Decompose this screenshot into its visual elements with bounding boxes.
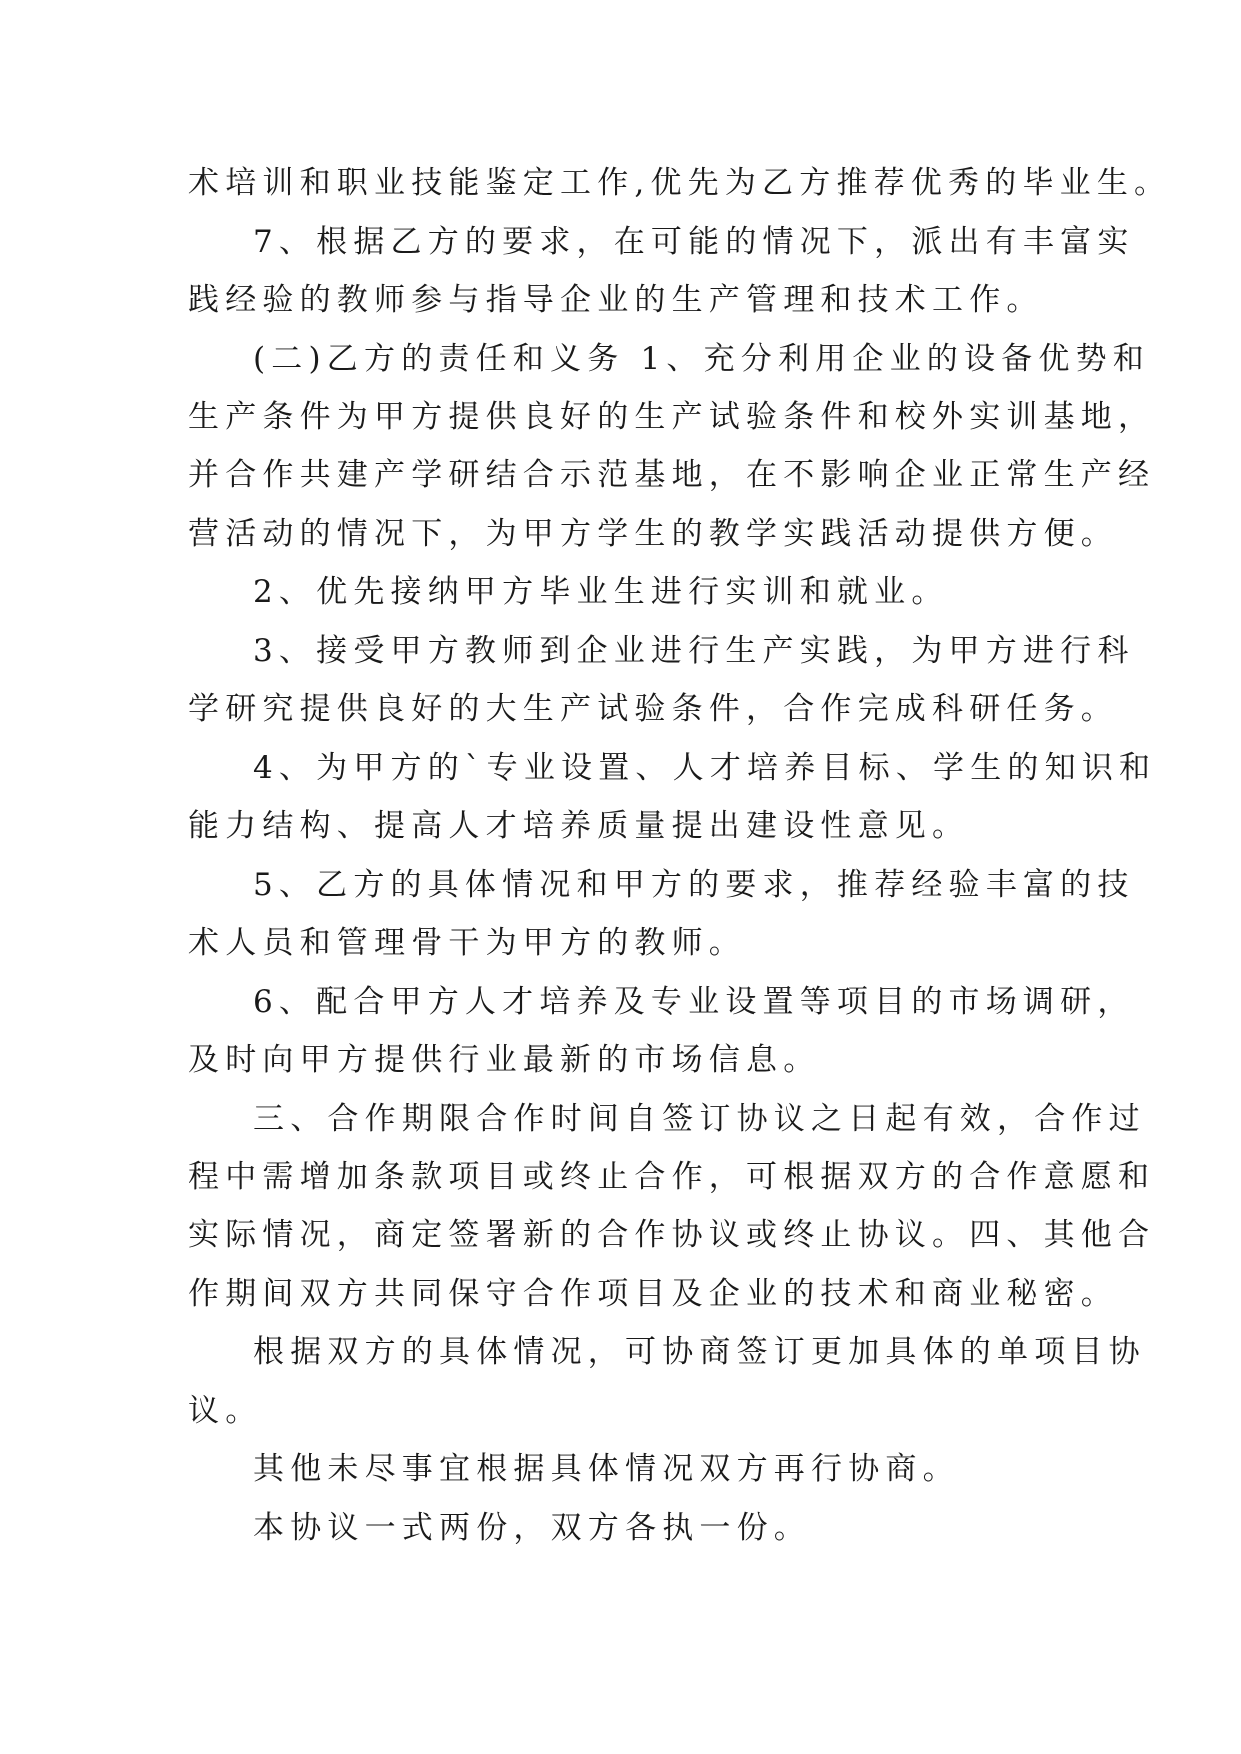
text-line: 6、配合甲方人才培养及专业设置等项目的市场调研，: [253, 984, 1135, 1020]
text-line: 2、优先接纳甲方毕业生进行实训和就业。: [253, 574, 949, 610]
text-line: 能力结构、提高人才培养质量提出建设性意见。: [188, 808, 970, 844]
text-line: 7、根据乙方的要求，在可能的情况下，派出有丰富实: [253, 224, 1135, 260]
text-line: (二)乙方的责任和义务 1、充分利用企业的设备优势和: [253, 341, 1150, 377]
text-line: 三、合作期限合作时间自签订协议之日起有效，合作过: [253, 1101, 1146, 1137]
text-line: 程中需增加条款项目或终止合作，可根据双方的合作意愿和: [188, 1159, 1156, 1195]
text-line: 议。: [188, 1393, 263, 1429]
text-line: 生产条件为甲方提供良好的生产试验条件和校外实训基地，: [188, 399, 1156, 435]
text-line: 及时向甲方提供行业最新的市场信息。: [188, 1042, 821, 1078]
text-line: 本协议一式两份，双方各执一份。: [253, 1510, 811, 1546]
text-line: 5、乙方的具体情况和甲方的要求，推荐经验丰富的技: [253, 867, 1135, 903]
text-line: 根据双方的具体情况，可协商签订更加具体的单项目协: [253, 1334, 1146, 1370]
text-line: 作期间双方共同保守合作项目及企业的技术和商业秘密。: [188, 1276, 1118, 1312]
text-line: 并合作共建产学研结合示范基地，在不影响企业正常生产经: [188, 457, 1156, 493]
text-line: 学研究提供良好的大生产试验条件，合作完成科研任务。: [188, 691, 1118, 727]
text-line: 践经验的教师参与指导企业的生产管理和技术工作。: [188, 282, 1044, 318]
text-line: 4、为甲方的`专业设置、人才培养目标、学生的知识和: [253, 750, 1157, 786]
text-line: 术人员和管理骨干为甲方的教师。: [188, 925, 746, 961]
text-line: 其他未尽事宜根据具体情况双方再行协商。: [253, 1451, 960, 1487]
text-line: 术培训和职业技能鉴定工作,优先为乙方推荐优秀的毕业生。: [188, 165, 1172, 201]
text-line: 营活动的情况下，为甲方学生的教学实践活动提供方便。: [188, 516, 1118, 552]
text-line: 3、接受甲方教师到企业进行生产实践，为甲方进行科: [253, 633, 1135, 669]
text-line: 实际情况，商定签署新的合作协议或终止协议。四、其他合: [188, 1217, 1156, 1253]
